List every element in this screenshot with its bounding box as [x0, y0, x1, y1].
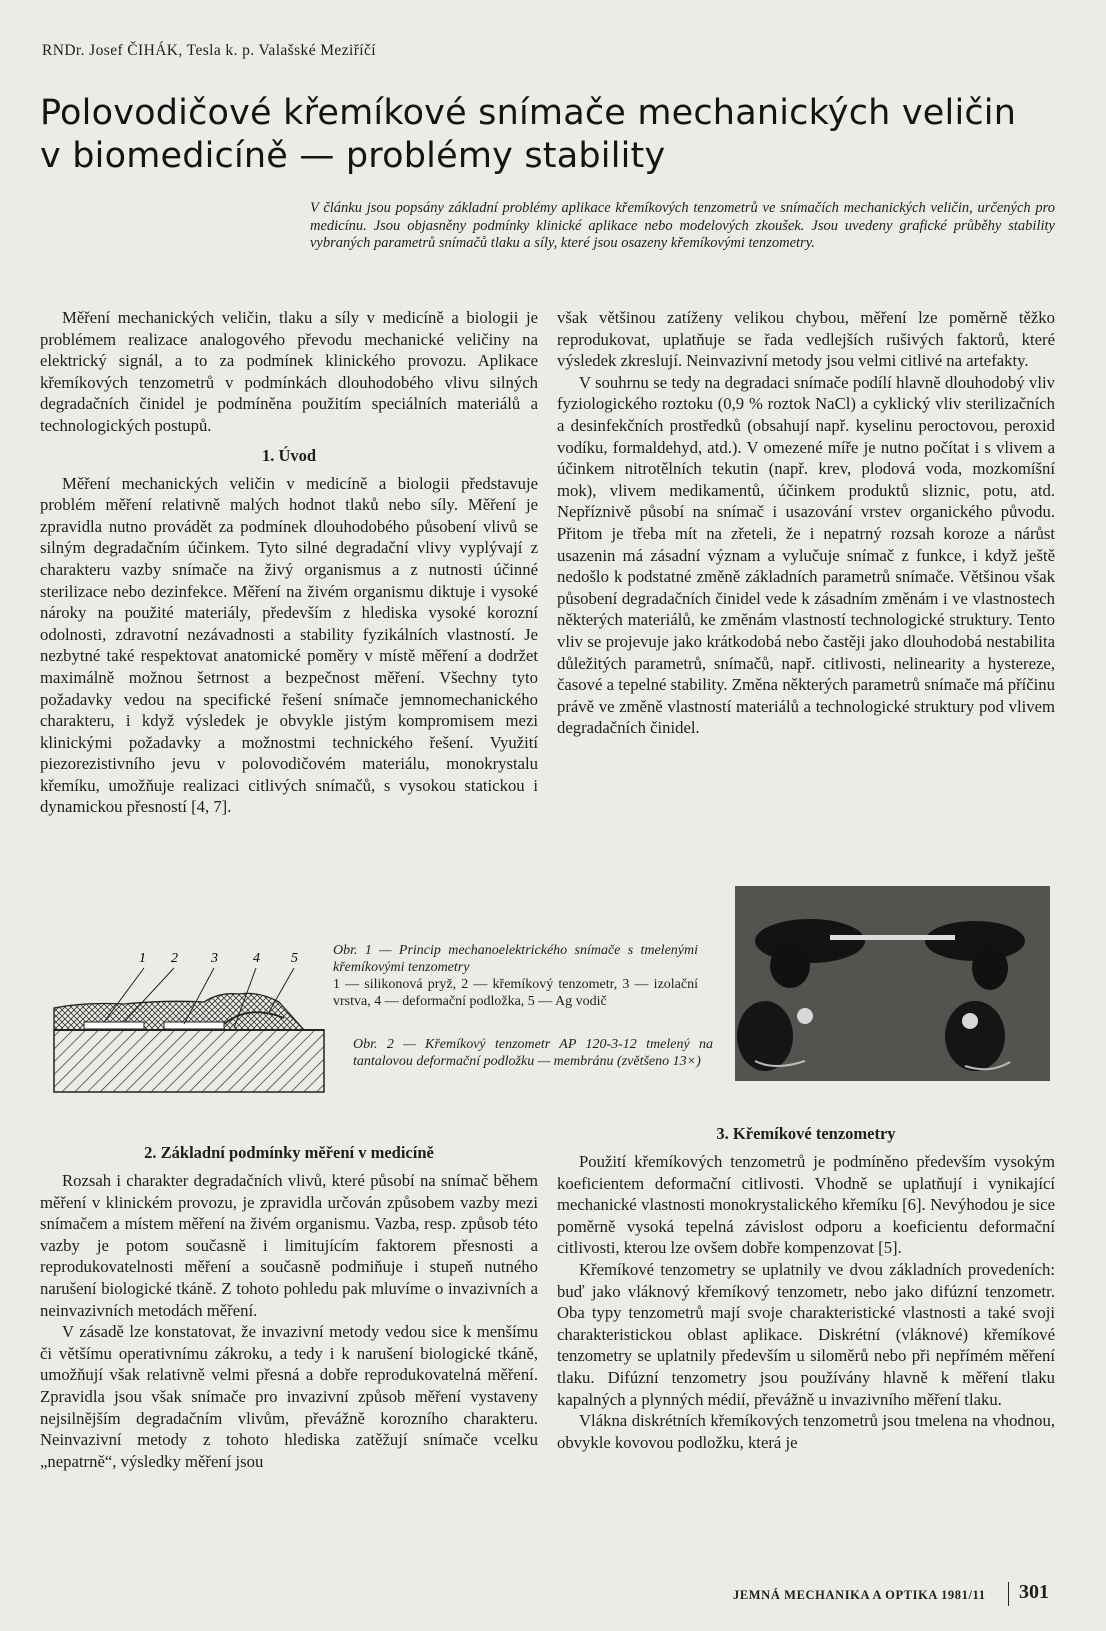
column-right-top	[557, 307, 1055, 739]
section-3-paragraph-2: Křemíkové tenzometry se uplatnily ve dvou základních provedeních: buď jako vláknový křemíkový tenzometr, nebo jako difúzní tenzometr. Oba typy tenzometrů mají svoje charakteristické vlastnosti a také svoji charakteristickou oblast aplikace. Diskrétní (vláknové) křemíkové tenzometry se uplatnily především u siloměrů nebo při nepřímém měření tlaku. Difúzní tenzometry jsou používány hlavně k měření tlaku kapalných a plynných médií, převážně u invazivního měření tlaku.	[557, 1259, 1055, 1409]
column-left-top	[40, 307, 538, 818]
section-1-heading: 1. Úvod	[261, 445, 317, 465]
diagram-label-2: 2	[171, 951, 178, 966]
section-3-heading: 3. Křemíkové tenzometry	[716, 1124, 896, 1143]
author-line: RNDr. Josef ČIHÁK, Tesla k. p. Valašské Meziříčí	[42, 42, 376, 59]
intro-paragraph: Měření mechanických veličin, tlaku a síly v medicíně a biologii je problémem realizace analogového převodu mechanické veličiny na elektrický signál, a to za podmínek klinického provozu. Aplikace křemíkových tenzometrů v podmínkách dlouhodobého vlivu silných degradačních činidel je podmíněna použitím speciálních materiálů a technologických postupů.	[40, 308, 538, 435]
section-2-paragraph-1: Rozsah i charakter degradačních vlivů, které působí na snímač během měření v klinickém provozu, je zpravidla určován způsobem vazby mezi snímačem a místem měření na živém organismu. Vazba, resp. způsob této vazby je potom současně i limitujícím faktorem přesnosti a reprodukovatelnosti měření a současně podmiňuje i stupeň nutného narušení biologické tkáně. Z tohoto pohledu pak mluvíme o invazivních a neinvazivních metodách měření.	[40, 1171, 538, 1320]
diagram-label-4: 4	[253, 951, 260, 966]
section-2-paragraph-2: V zásadě lze konstatovat, že invazivní metody vedou sice k menšímu či většímu operativnímu zákroku, a tedy i k narušení biologické tkáně, umožňují však relativně velmi přesná a dobře reprodukovatelná měření. Zpravidla jsou však snímače pro invazivní způsob měření vystaveny nejsilnějším degradačním vlivům, převážně korozního charakteru. Neinvazivní metody z tohoto hlediska zatěžují snímače vcelku „nepatrně“, výsledky měření jsou	[40, 1322, 538, 1471]
sensor-cross-section	[44, 944, 334, 1094]
section-3	[557, 1115, 1055, 1453]
section-1-paragraph: Měření mechanických veličin v medicíně a biologii představuje problém měření relativně malých hodnot tlaků nebo síly. Měření je zpravidla nutno provádět za podmínek dlouhodobého působení vlivů se silným degradačním účinkem. Tyto silné degradační vlivy vyplývají z charakteru vazby snímače na živý organismus a z nutnosti účinné sterilizace nebo dezinfekce. Měření na živém organismu diktuje i vysoké nároky na použité materiály, především z hlediska vysoké korozní odolnosti, zdravotní nezávadnosti a stability fyzikálních vlastností. Je nezbytné také respektovat anatomické poměry v místě měření a dodržet maximálně možnou šetrnost a bezpečnost měření. Všechny tyto požadavky vedou na specifické řešení snímače jemnomechanického charakteru, i když výsledek je obvykle jistým kompromisem mezi klinickými požadavky a možnostmi technického řešení. Využití piezorezistivního jevu v polovodičovém materiálu, monokrystalu křemíku, umožňuje realizaci citlivých snímačů, s vysokou statickou i dynamickou přesností [4, 7].	[40, 473, 538, 817]
title-line-2: v biomedicíně — problémy stability	[40, 136, 666, 176]
figure-1-legend: 1 — silikonová pryž, 2 — křemíkový tenzometr, 3 — izolační vrstva, 4 — deformační podložka, 5 — Ag vodič	[333, 977, 698, 1009]
abstract: V článku jsou popsány základní problémy aplikace křemíkových tenzometrů ve snímačích mechanických veličin, určených pro medicínu. Jsou objasněny podmínky klinické aplikace nebo modelových zkoušek. Jsou uvedeny grafické průběhy stability vybraných parametrů snímačů tlaku a síly, které jsou osazeny křemíkovými tenzometry.	[310, 200, 1055, 251]
section-3-paragraph-3: Vlákna diskrétních křemíkových tenzometrů jsou tmelena na vhodnou, obvykle kovovou podložku, která je	[557, 1411, 1055, 1452]
deformation-substrate	[54, 1030, 324, 1092]
continued-paragraph: však většinou zatíženy velikou chybou, měření lze poměrně těžko reprodukovat, uplatňuje se řada vedlejších rušivých faktorů, které výsledek zkreslují. Neinvazivní metody jsou velmi citlivé na artefakty.	[557, 308, 1055, 371]
diagram-label-1: 1	[139, 951, 146, 966]
diagram-label-5: 5	[291, 951, 298, 966]
strain-gauge-photo	[735, 886, 1050, 1081]
footer-separator	[1008, 1582, 1009, 1606]
degradation-paragraph: V souhrnu se tedy na degradaci snímače podílí hlavně dlouhodobý vliv fyziologického roztoku (0,9 % roztok NaCl) a cyklický vliv sterilizačních a desinfekčních prostředků (obsahují např. kyselinu peroctovou, peroxid vodíku, formaldehyd, atd.). V omezené míře je nutno počítat i s vlivem a účinkem nitrotělních tekutin (např. krev, plodová voda, mozkomíšní mok), vlivem medikamentů, účinkem produktů sliznic, potu, atd. Nepříznivě působí na snímač i usazování vrstev organického původu. Přitom je třeba mít na zřeteli, že i nepatrný rozsah koroze a nárůst usazenin má zásadní význam a vylučuje snímač z funkce, i když ještě nedošlo k podstatné změně základních parametrů snímače. Většinou však působení degradačních činidel vede k zásadním změnám i ve vlastnostech některých materiálů, ke změnám vlastností technologické struktury. Tento vliv se projevuje jako krátkodobá nebo častěji jako dlouhodobá nestabilita důležitých parametrů, snímačů, např. citlivosti, nelinearity a hystereze, časové a tepelné stability. Změna některých parametrů snímače má příčinu právě ve změně vlastností materiálů a technologické struktury pod vlivem degradačních činidel.	[557, 372, 1055, 738]
section-2-heading: 2. Základní podmínky měření v medicíně	[144, 1143, 434, 1162]
insulating-layer	[164, 1022, 224, 1029]
diagram-label-3: 3	[211, 951, 218, 966]
journal-footer: JEMNÁ MECHANIKA A OPTIKA 1981/11	[733, 1588, 986, 1602]
figure-1-title: Obr. 1 — Princip mechanoelektrického snímače s tmelenými křemíkovými tenzometry	[333, 943, 698, 975]
figure-2-caption: Obr. 2 — Křemíkový tenzometr AP 120-3-12 tmelený na tantalovou deformační podložku — membránu (zvětšeno 13×)	[353, 1037, 713, 1069]
figure-1-caption	[333, 942, 698, 1010]
silicon-strain-gauge	[84, 1022, 144, 1029]
title-line-1: Polovodičové křemíkové snímače mechanických veličin	[40, 93, 1017, 133]
article-title	[40, 92, 1040, 178]
figure-2-photo	[735, 886, 1050, 1081]
figure-1-diagram	[44, 944, 334, 1094]
page-number: 301	[1019, 1581, 1049, 1603]
section-2	[40, 1134, 538, 1472]
section-3-paragraph-1: Použití křemíkových tenzometrů je podmíněno především vysokým koeficientem deformační citlivosti. Vhodně se uplatňují i vynikající mechanické vlastnosti monokrystalického křemíku [6]. Nevýhodou je sice poměrně vysoká tepelná závislost odporu a koeficientu deformační citlivosti, kterou lze ovšem dobře kompenzovat [5].	[557, 1152, 1055, 1258]
